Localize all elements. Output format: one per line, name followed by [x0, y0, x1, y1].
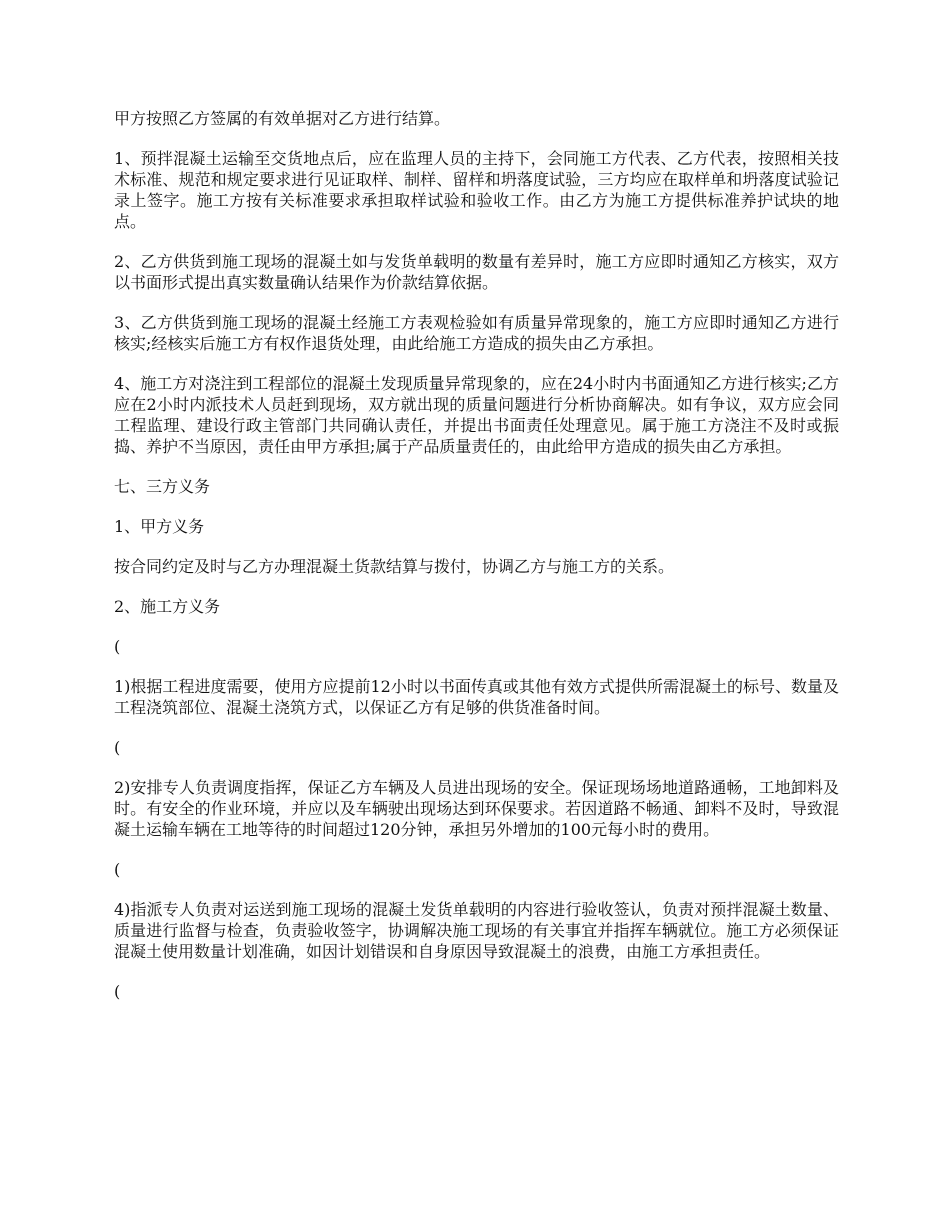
subheading-party-a: 1、甲方义务 — [114, 517, 205, 536]
paragraph-contractor-item-2: 2)安排专人负责调度指挥，保证乙方车辆及人员进出现场的安全。保证现场场地道路通畅，工地卸料及时。有安全的作业环境，并应以及车辆驶出现场达到环保要求。若因道路不畅通、卸料不及时，导致混凝土运输车辆在工地等待的时间超过120分钟，承担另外增加的100元每小时的费用。 — [114, 778, 839, 839]
paragraph-quantity-discrepancy: 2、乙方供货到施工现场的混凝土如与发货单载明的数量有差异时，施工方应即时通知乙方核实，双方以书面形式提出真实数量确认结果作为价款结算依据。 — [114, 252, 839, 292]
paren-marker: ( — [114, 637, 121, 656]
paren-marker: ( — [114, 982, 121, 1001]
paren-marker: ( — [114, 738, 121, 757]
paragraph-quality-inspection: 3、乙方供货到施工现场的混凝土经施工方表观检验如有质量异常现象的，施工方应即时通知乙方进行核实;经核实后施工方有权作退货处理，由此给施工方造成的损失由乙方承担。 — [114, 313, 839, 353]
section-heading-obligations: 七、三方义务 — [114, 477, 211, 496]
paragraph-contractor-item-1: 1)根据工程进度需要，使用方应提前12小时以书面传真或其他有效方式提供所需混凝土的标号、数量及工程浇筑部位、混凝土浇筑方式，以保证乙方有足够的供货准备时间。 — [114, 677, 839, 717]
paragraph-contractor-item-4: 4)指派专人负责对运送到施工现场的混凝土发货单载明的内容进行验收签认，负责对预拌混凝土数量、质量进行监督与检查，负责验收签字，协调解决施工现场的有关事宜并指挥车辆就位。施工方必须保证混凝土使用数量计划准确，如因计划错误和自身原因导致混凝土的浪费，由施工方承担责任。 — [114, 900, 839, 961]
subheading-contractor: 2、施工方义务 — [114, 597, 221, 616]
paren-marker: ( — [114, 860, 121, 879]
paragraph-settlement: 甲方按照乙方签属的有效单据对乙方进行结算。 — [114, 109, 451, 128]
paragraph-sampling: 1、预拌混凝土运输至交货地点后，应在监理人员的主持下，会同施工方代表、乙方代表，按照相关技术标准、规范和规定要求进行见证取样、制样、留样和坍落度试验，三方均应在取样单和坍落度试验记录上签字。施工方按有关标准要求承担取样试验和验收工作。由乙方为施工方提供标准养护试块的地点。 — [114, 149, 839, 231]
paragraph-party-a-duty: 按合同约定及时与乙方办理混凝土货款结算与拨付，协调乙方与施工方的关系。 — [114, 557, 675, 576]
paragraph-quality-responsibility: 4、施工方对浇注到工程部位的混凝土发现质量异常现象的，应在24小时内书面通知乙方进行核实;乙方应在2小时内派技术人员赶到现场，双方就出现的质量问题进行分析协商解决。如有争议，双方应会同工程监理、建设行政主管部门共同确认责任，并提出书面责任处理意见。属于施工方浇注不及时或振捣、养护不当原因，责任由甲方承担;属于产品质量责任的，由此给甲方造成的损失由乙方承担。 — [114, 374, 839, 456]
document-page — [114, 108, 839, 1021]
